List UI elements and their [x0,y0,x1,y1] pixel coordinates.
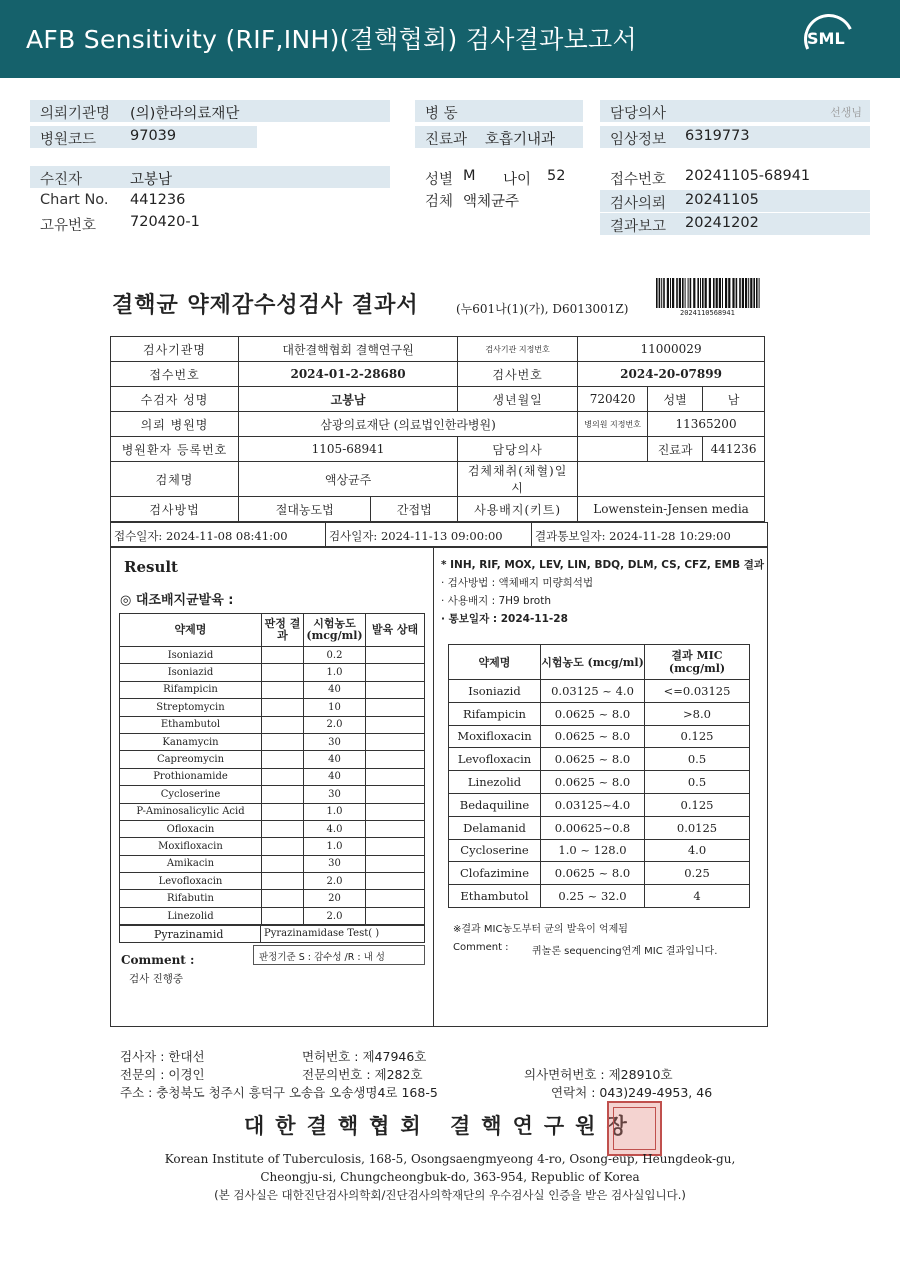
request-value: 20241105 [685,192,759,208]
col-drug: 약제명 [120,614,262,647]
table-cell: 0.0625 ~ 8.0 [541,725,645,748]
divider [433,548,434,1026]
table-cell: Isoniazid [120,647,262,664]
table-cell: 0.0625 ~ 8.0 [541,771,645,794]
certification-note: (본 검사실은 대한진단검사의학회/진단검사의학재단의 우수검사실 인증을 받은 검사실입니다.) [214,1188,686,1202]
table-cell: 0.03125~4.0 [541,793,645,816]
table-row [120,768,425,785]
table-cell: 30 [304,733,366,750]
table-cell: 0.03125 ~ 4.0 [541,680,645,703]
table-cell [262,873,304,890]
dates-row [110,522,768,547]
doc-title-code: (누601나(1)(가), D6013001Z) [456,302,629,316]
english-address-2: Cheongju-si, Chungcheongbuk-do, 363-954, Republic of Korea [260,1170,640,1184]
table-cell: 40 [304,751,366,768]
result-title: Result [124,558,178,576]
table-cell [262,647,304,664]
table-cell [262,803,304,820]
table-cell [366,820,425,837]
col-growth: 발육 상태 [366,614,425,647]
col-concentration: 시험농도 (mcg/ml) [541,645,645,680]
media-label: 사용배지(키트) [458,497,578,522]
code-label: 병원코드 [40,132,97,148]
table-cell: Streptomycin [120,699,262,716]
table-row [120,803,425,820]
table-row [120,681,425,698]
name-value: 고봉남 [239,387,458,412]
info-clinical [600,126,870,148]
inst-value: 대한결핵협회 결핵연구원 [239,337,458,362]
table-cell [262,699,304,716]
pza-value: Pyrazinamidase Test( ) [264,928,380,939]
table-cell [366,907,425,924]
col-mic: 결과 MIC (mcg/ml) [645,645,750,680]
age-value: 52 [547,168,566,184]
table-cell [262,786,304,803]
table-row [120,751,425,768]
table-cell: Ofloxacin [120,820,262,837]
table-cell: Isoniazid [449,680,541,703]
doctor-license: 의사면허번호 : 제28910호 [524,1067,673,1082]
table-cell: Capreomycin [120,751,262,768]
method-label: 검사방법 [111,497,239,522]
hospital-value: 삼광의료재단 (의료법인한라병원) [239,412,578,437]
doctor-suffix: 선생님 [830,106,862,119]
table-cell: 4.0 [304,820,366,837]
info-table [110,336,765,522]
table-row [120,664,425,681]
inst-code-label: 검사기관 지정번호 [458,337,578,362]
table-row [120,907,425,924]
table-cell: 0.0625 ~ 8.0 [541,748,645,771]
table-cell [366,751,425,768]
name-label: 수검자 성명 [111,387,239,412]
receipt-value: 20241105-68941 [685,168,811,184]
chart-label: Chart No. [40,192,109,208]
sex-label: 성별 [425,172,454,188]
table-cell: <=0.03125 [645,680,750,703]
specialist: 전문의 : 이경인 [120,1067,205,1082]
table-cell [366,890,425,907]
table-cell: 0.125 [645,793,750,816]
table-row [449,816,750,839]
collect-value [578,462,765,497]
contact: 연락처 : 043)249-4953, 46 [551,1085,713,1100]
clinical-label: 임상정보 [610,132,667,148]
table-cell: Amikacin [120,855,262,872]
tester: 검사자 : 한대선 [120,1049,205,1064]
solid-media-table [119,613,425,925]
dept-value: 441236 [703,437,765,462]
report-title: AFB Sensitivity (RIF,INH)(결핵협회) 검사결과보고서 [26,25,637,54]
sex-value: 남 [703,387,765,412]
table-cell: 0.0625 ~ 8.0 [541,862,645,885]
mic-note: ※결과 MIC농도부터 균의 발육이 억제됨 [453,924,628,935]
table-cell [262,768,304,785]
table-cell: 1.0 ~ 128.0 [541,839,645,862]
table-cell: Moxifloxacin [120,838,262,855]
hospital-code-value: 11365200 [648,412,765,437]
test-date: 검사일자: 2024-11-13 09:00:00 [329,529,503,543]
sex-value: M [463,168,476,184]
table-cell: Prothionamide [120,768,262,785]
info-chart [30,190,390,212]
address: 주소 : 충청북도 청주시 흥덕구 오송읍 오송생명4로 168-5 [120,1085,438,1100]
notice-date: 결과통보일자: 2024-11-28 10:29:00 [535,529,731,543]
table-row [120,699,425,716]
specimen-label: 검체 [425,194,454,210]
birth-label: 생년월일 [458,387,578,412]
info-dept [415,126,583,148]
method1-value: 절대농도법 [239,497,371,522]
doc-title: 결핵균 약제감수성검사 결과서 [112,292,419,318]
table-cell: 0.0125 [645,816,750,839]
doctor-value [578,437,648,462]
table-cell: 0.00625~0.8 [541,816,645,839]
table-row [449,748,750,771]
uid-value: 720420-1 [130,214,200,230]
info-org [30,100,390,122]
judge-criteria: 판정기준 S : 감수성 /R : 내 성 [253,945,425,965]
mic-comment [453,942,718,957]
sex-label: 성별 [648,387,703,412]
table-cell [366,838,425,855]
table-row [120,716,425,733]
table-cell [262,838,304,855]
table-cell: Cycloserine [120,786,262,803]
table-row [449,839,750,862]
table-row [120,855,425,872]
info-sex-age [415,166,583,188]
test-no-value: 2024-20-07899 [578,362,765,387]
reg-value: 1105-68941 [239,437,458,462]
table-cell: Linezolid [120,907,262,924]
org-value: (의)한라의료재단 [130,106,240,122]
mic-comment-label: Comment : [453,942,509,953]
table-cell: 0.125 [645,725,750,748]
table-cell [366,768,425,785]
table-cell: Levofloxacin [449,748,541,771]
report-value: 20241202 [685,215,759,231]
specimen-value: 액체균주 [463,194,520,210]
table-row [120,647,425,664]
pza-label: Pyrazinamid [154,928,224,941]
doctor-label: 담당의사 [458,437,578,462]
info-specimen [415,188,583,210]
table-cell: 0.25 ~ 32.0 [541,885,645,908]
table-cell: 30 [304,786,366,803]
dept-value: 호흡기내과 [485,132,556,148]
specimen-value: 액상균주 [239,462,458,497]
info-doctor [600,100,870,122]
table-cell: Ethambutol [449,885,541,908]
table-row [449,680,750,703]
barcode-number: 2024110568941 [680,309,735,317]
report-label: 결과보고 [610,219,667,235]
table-cell [262,820,304,837]
mic-drugs-line: * INH, RIF, MOX, LEV, LIN, BDQ, DLM, CS, CFZ, EMB 결과 [441,559,765,571]
table-cell: 1.0 [304,664,366,681]
reg-label: 병원환자 등록번호 [111,437,239,462]
table-cell: 20 [304,890,366,907]
table-cell [262,733,304,750]
report-header [0,0,900,78]
table-cell: Delamanid [449,816,541,839]
patient-value: 고봉남 [130,172,173,188]
table-cell: P-Aminosalicylic Acid [120,803,262,820]
info-uid [30,212,390,234]
divider [531,523,532,546]
table-cell [262,716,304,733]
request-label: 검사의뢰 [610,196,667,212]
info-request [600,190,870,212]
dept-label: 진료과 [425,132,468,148]
table-cell [262,907,304,924]
hospital-code-label: 병의원 지정번호 [578,412,648,437]
table-cell [262,855,304,872]
table-cell [262,751,304,768]
uid-label: 고유번호 [40,218,97,234]
test-no-label: 검사번호 [458,362,578,387]
table-row [120,873,425,890]
table-cell: Cycloserine [449,839,541,862]
table-cell: 2.0 [304,716,366,733]
info-report [600,213,870,235]
mic-notice-line: · 통보일자 : 2024-11-28 [441,613,568,625]
table-row [120,820,425,837]
table-cell: >8.0 [645,702,750,725]
media-value: Lowenstein-Jensen media [578,497,765,522]
table-cell: 4 [645,885,750,908]
institute-name: 대한결핵협회 결핵연구원장 [244,1113,638,1138]
collect-label: 검체채취(채혈)일시 [458,462,578,497]
org-label: 의뢰기관명 [40,106,111,122]
table-cell: Moxifloxacin [449,725,541,748]
specimen-label: 검체명 [111,462,239,497]
inst-label: 검사기관명 [111,337,239,362]
patient-label: 수진자 [40,172,83,188]
receipt-label: 접수번호 [111,362,239,387]
comment-label: Comment : [121,953,195,967]
table-row [120,786,425,803]
table-cell: 2.0 [304,873,366,890]
table-cell: 0.0625 ~ 8.0 [541,702,645,725]
table-row [120,733,425,750]
table-row [120,838,425,855]
table-cell: 30 [304,855,366,872]
table-cell [366,664,425,681]
receipt-label: 접수번호 [610,172,667,188]
table-cell: 0.25 [645,862,750,885]
comment-text: 검사 진행중 [129,973,184,985]
birth-value: 720420 [578,387,648,412]
pyrazinamid-row [119,925,425,943]
license: 면허번호 : 제47946호 [302,1049,427,1064]
specialist-number: 전문의번호 : 제282호 [302,1067,423,1082]
table-cell [366,855,425,872]
divider [325,523,326,546]
logo-text: SML [807,29,845,48]
table-cell: 40 [304,768,366,785]
info-code [30,126,257,148]
receipt-date: 접수일자: 2024-11-08 08:41:00 [114,529,288,543]
table-cell [262,664,304,681]
control-growth-label: ◎ 대조배지균발육 : [120,593,234,608]
table-row [449,771,750,794]
table-row [120,890,425,907]
info-patient [30,166,390,188]
barcode-icon [656,278,760,310]
hospital-label: 의뢰 병원명 [111,412,239,437]
mic-table [448,644,750,908]
table-cell: 0.2 [304,647,366,664]
ward-label: 병 동 [425,106,458,122]
table-cell: Levofloxacin [120,873,262,890]
table-cell [366,786,425,803]
mic-media-line: · 사용배지 : 7H9 broth [441,595,552,607]
seal-stamp-icon [607,1101,662,1156]
table-cell: Ethambutol [120,716,262,733]
table-cell: 10 [304,699,366,716]
table-row [449,702,750,725]
table-cell [366,681,425,698]
inst-code-value: 11000029 [578,337,765,362]
table-cell [366,733,425,750]
mic-comment-text: 퀴놀론 sequencing연계 MIC 결과입니다. [532,946,718,957]
table-cell: 0.5 [645,771,750,794]
table-cell: 1.0 [304,803,366,820]
info-receipt [600,166,870,188]
col-drug: 약제명 [449,645,541,680]
chart-value: 441236 [130,192,186,208]
method2-value: 간접법 [371,497,458,522]
age-label: 나이 [503,172,532,188]
dept-label: 진료과 [648,437,703,462]
english-address-1: Korean Institute of Tuberculosis, 168-5, Osongsaengmyeong 4-ro, Osong-eup, Heungdeok-gu, [164,1152,736,1166]
table-cell: 4.0 [645,839,750,862]
code-value: 97039 [130,128,177,144]
doctor-label: 담당의사 [610,106,667,122]
table-cell: Rifampicin [120,681,262,698]
table-cell: 1.0 [304,838,366,855]
table-row [449,862,750,885]
table-cell: 0.5 [645,748,750,771]
table-cell: Bedaquiline [449,793,541,816]
table-cell: Rifabutin [120,890,262,907]
table-cell: Clofazimine [449,862,541,885]
table-cell: Kanamycin [120,733,262,750]
col-concentration: 시험농도 (mcg/ml) [304,614,366,647]
table-cell [366,803,425,820]
table-cell: 2.0 [304,907,366,924]
table-cell: Rifampicin [449,702,541,725]
info-ward [415,100,583,122]
table-cell [262,681,304,698]
table-cell [366,873,425,890]
table-cell [366,647,425,664]
table-cell: Linezolid [449,771,541,794]
col-judgement: 판정 결과 [262,614,304,647]
clinical-value: 6319773 [685,128,750,144]
table-cell: Isoniazid [120,664,262,681]
table-cell [366,716,425,733]
receipt-value: 2024-01-2-28680 [239,362,458,387]
table-cell [366,699,425,716]
mic-header [441,556,764,628]
table-row [449,725,750,748]
table-cell: 40 [304,681,366,698]
table-row [449,885,750,908]
mic-method-line: · 검사방법 : 액체배지 미량희석법 [441,577,594,589]
sml-logo [804,14,854,64]
table-row [449,793,750,816]
table-cell [262,890,304,907]
